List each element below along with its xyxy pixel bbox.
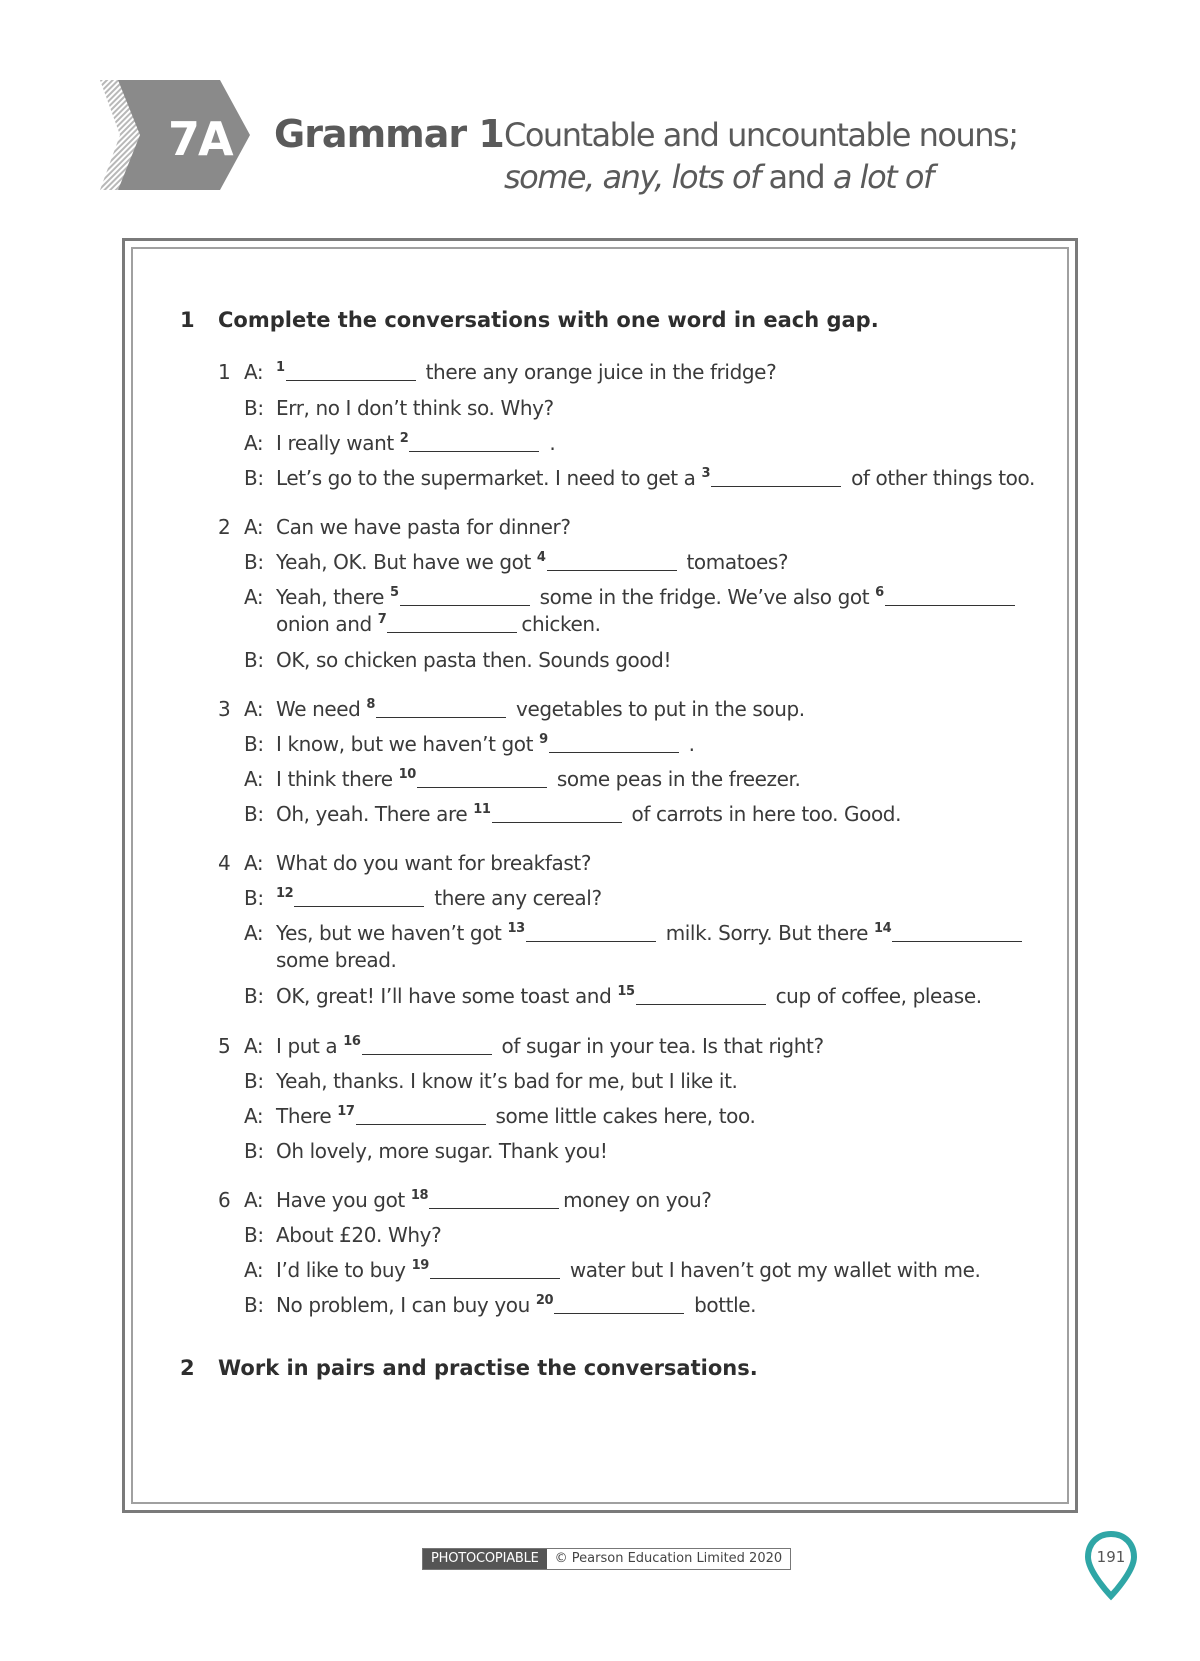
conversation-number: 6 bbox=[218, 1188, 231, 1212]
conversation-number: 4 bbox=[218, 851, 231, 875]
line-text: Yes, but we haven’t got bbox=[276, 921, 508, 945]
topic-plain: and bbox=[759, 158, 833, 196]
line-text: We need bbox=[276, 697, 367, 721]
line-text: money on you? bbox=[563, 1188, 712, 1212]
line-text: Err, no I don’t think so. Why? bbox=[276, 396, 554, 420]
gap-blank[interactable] bbox=[711, 485, 841, 487]
speaker: B: bbox=[244, 984, 264, 1008]
photocopiable-label: PHOTOCOPIABLE bbox=[423, 1549, 547, 1569]
line-text: Oh, yeah. There are bbox=[276, 802, 474, 826]
line-text: OK, so chicken pasta then. Sounds good! bbox=[276, 648, 672, 672]
speaker: B: bbox=[244, 1069, 264, 1093]
gap-number: 18 bbox=[410, 1188, 429, 1203]
line-text: What do you want for breakfast? bbox=[276, 851, 592, 875]
line-text: Have you got bbox=[276, 1188, 411, 1212]
gap-number: 13 bbox=[507, 921, 525, 936]
copyright-text: © Pearson Education Limited 2020 bbox=[554, 1551, 783, 1566]
line-text: of sugar in your tea. Is that right? bbox=[495, 1034, 824, 1058]
speaker: B: bbox=[244, 1293, 264, 1317]
gap-number: 9 bbox=[539, 732, 548, 747]
line-text: . bbox=[543, 431, 556, 455]
page-header bbox=[0, 0, 1200, 220]
gap-number: 12 bbox=[276, 886, 294, 901]
speaker: B: bbox=[244, 396, 264, 420]
line-text: water but I haven’t got my wallet with me. bbox=[563, 1258, 981, 1282]
speaker: A: bbox=[244, 360, 264, 384]
gap-blank[interactable] bbox=[429, 1207, 559, 1209]
speaker: B: bbox=[244, 466, 264, 490]
line-text: I’d like to buy bbox=[276, 1258, 412, 1282]
conversation-number: 1 bbox=[218, 360, 231, 384]
gap-blank[interactable] bbox=[430, 1277, 560, 1279]
speaker: A: bbox=[244, 1104, 264, 1128]
exercise-instruction: Work in pairs and practise the conversations. bbox=[218, 1356, 758, 1380]
exercise-number: 2 bbox=[180, 1356, 195, 1380]
gap-number: 19 bbox=[411, 1258, 429, 1273]
gap-number: 14 bbox=[873, 921, 892, 936]
gap-blank[interactable] bbox=[526, 940, 656, 942]
line-text: of carrots in here too. Good. bbox=[625, 802, 902, 826]
line-text: chicken. bbox=[521, 612, 601, 636]
line-text: Yeah, there bbox=[276, 585, 390, 609]
gap-blank[interactable] bbox=[885, 604, 1015, 606]
speaker: B: bbox=[244, 1139, 264, 1163]
gap-number: 7 bbox=[377, 612, 387, 627]
line-text: cup of coffee, please. bbox=[769, 984, 982, 1008]
line-text: Oh lovely, more sugar. Thank you! bbox=[276, 1139, 608, 1163]
topic-line-2 bbox=[504, 158, 933, 196]
conversation-number: 5 bbox=[218, 1034, 231, 1058]
gap-number: 5 bbox=[389, 585, 399, 600]
gap-number: 11 bbox=[473, 802, 491, 817]
line-text: No problem, I can buy you bbox=[276, 1293, 536, 1317]
line-text: Yeah, OK. But have we got bbox=[276, 550, 537, 574]
gap-blank[interactable] bbox=[417, 786, 547, 788]
line-text: . bbox=[682, 732, 695, 756]
speaker: A: bbox=[244, 515, 264, 539]
gap-number: 6 bbox=[875, 585, 884, 600]
gap-blank[interactable] bbox=[547, 569, 677, 571]
gap-number: 17 bbox=[337, 1104, 355, 1119]
speaker: B: bbox=[244, 648, 264, 672]
speaker: B: bbox=[244, 886, 264, 910]
exercise-number: 1 bbox=[180, 308, 195, 332]
gap-blank[interactable] bbox=[400, 604, 530, 606]
gap-number: 2 bbox=[399, 431, 409, 446]
gap-blank[interactable] bbox=[892, 940, 1022, 942]
line-text: There bbox=[276, 1104, 338, 1128]
line-text: OK, great! I’ll have some toast and bbox=[276, 984, 618, 1008]
line-text: I think there bbox=[276, 767, 399, 791]
exercise-instruction: Complete the conversations with one word in each gap. bbox=[218, 308, 879, 332]
speaker: B: bbox=[244, 1223, 264, 1247]
gap-blank[interactable] bbox=[286, 379, 416, 381]
gap-number: 20 bbox=[535, 1293, 554, 1308]
gap-number: 4 bbox=[536, 550, 546, 565]
topic-italic-2: a lot of bbox=[832, 158, 933, 196]
gap-number: 8 bbox=[366, 697, 376, 712]
speaker: A: bbox=[244, 697, 264, 721]
gap-number: 15 bbox=[617, 984, 635, 999]
gap-blank[interactable] bbox=[636, 1003, 766, 1005]
speaker: B: bbox=[244, 732, 264, 756]
line-text: vegetables to put in the soup. bbox=[510, 697, 805, 721]
line-text: I know, but we haven’t got bbox=[276, 732, 540, 756]
speaker: A: bbox=[244, 431, 264, 455]
gap-blank[interactable] bbox=[362, 1053, 492, 1055]
gap-number: 3 bbox=[701, 466, 711, 481]
line-text: some in the fridge. We’ve also got bbox=[533, 585, 876, 609]
footer-credit bbox=[422, 1548, 791, 1570]
line-text: Yeah, thanks. I know it’s bad for me, but I like it. bbox=[276, 1069, 738, 1093]
speaker: A: bbox=[244, 767, 264, 791]
line-text: tomatoes? bbox=[680, 550, 789, 574]
gap-blank[interactable] bbox=[356, 1123, 486, 1125]
speaker: A: bbox=[244, 1258, 264, 1282]
speaker: A: bbox=[244, 1034, 264, 1058]
conversation-number: 2 bbox=[218, 515, 231, 539]
line-text: Can we have pasta for dinner? bbox=[276, 515, 571, 539]
line-text: I put a bbox=[276, 1034, 344, 1058]
gap-blank[interactable] bbox=[409, 450, 539, 452]
speaker: A: bbox=[244, 921, 264, 945]
line-text: some peas in the freezer. bbox=[550, 767, 801, 791]
line-text: milk. Sorry. But there bbox=[659, 921, 874, 945]
gap-number: 16 bbox=[343, 1034, 361, 1049]
unit-label: 7A bbox=[168, 112, 232, 166]
page-title: Grammar 1 bbox=[274, 112, 504, 156]
line-text: onion and bbox=[276, 612, 378, 636]
conversation-number: 3 bbox=[218, 697, 231, 721]
topic-line-1: Countable and uncountable nouns; bbox=[504, 116, 1018, 154]
speaker: A: bbox=[244, 851, 264, 875]
speaker: B: bbox=[244, 550, 264, 574]
speaker: A: bbox=[244, 1188, 264, 1212]
gap-number: 1 bbox=[276, 360, 285, 375]
line-text: some bread. bbox=[276, 948, 397, 972]
line-text: some little cakes here, too. bbox=[489, 1104, 756, 1128]
gap-blank[interactable] bbox=[549, 751, 679, 753]
page-pin-icon bbox=[1084, 1530, 1138, 1602]
exercise-frame bbox=[122, 238, 1078, 1513]
page-number: 191 bbox=[1096, 1548, 1126, 1566]
line-text: bottle. bbox=[688, 1293, 757, 1317]
gap-blank[interactable] bbox=[376, 716, 506, 718]
line-text: About £20. Why? bbox=[276, 1223, 442, 1247]
line-text: I really want bbox=[276, 431, 400, 455]
line-text: there any cereal? bbox=[428, 886, 602, 910]
gap-blank[interactable] bbox=[387, 631, 517, 633]
gap-blank[interactable] bbox=[492, 821, 622, 823]
gap-number: 10 bbox=[398, 767, 416, 782]
speaker: A: bbox=[244, 585, 264, 609]
gap-blank[interactable] bbox=[294, 905, 424, 907]
speaker: B: bbox=[244, 802, 264, 826]
gap-blank[interactable] bbox=[554, 1312, 684, 1314]
line-text: Let’s go to the supermarket. I need to get a bbox=[276, 466, 702, 490]
line-text: of other things too. bbox=[845, 466, 1035, 490]
topic-italic-1: some, any, lots of bbox=[504, 158, 760, 196]
line-text: there any orange juice in the fridge? bbox=[419, 360, 777, 384]
